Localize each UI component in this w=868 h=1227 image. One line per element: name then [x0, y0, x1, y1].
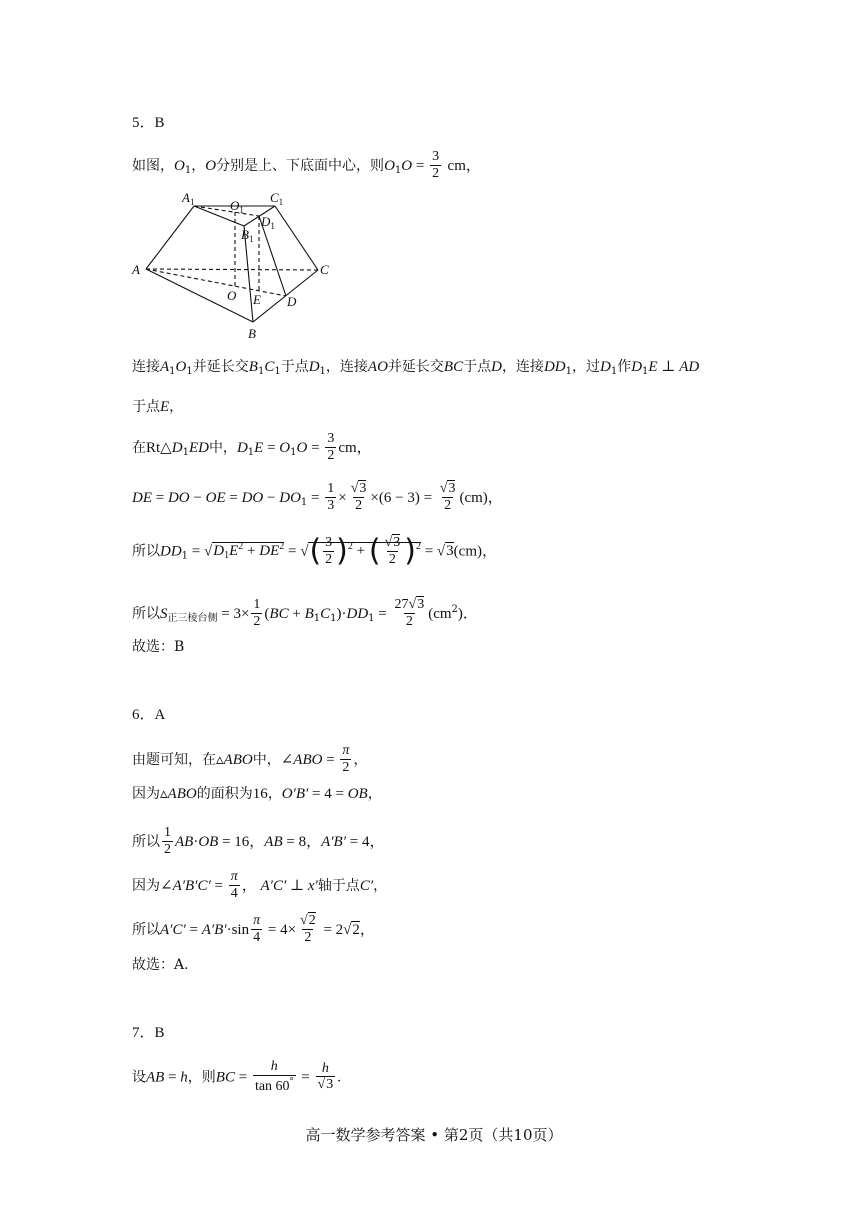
problem-6-line-3: 所以 $\frac{1}{2}$ AB·OB = 16，AB = 8，A′B′ = 4， [132, 825, 385, 857]
problem-5-dd1: 所以$DD_1 = √D_1E^2 + DE^2$ = √( $\frac{3}{2}$ )$^2$ + ( $\frac{√3}{2}$ )$^2$ = √3(cm)， [132, 533, 497, 569]
label-b1: $B_1$ [241, 227, 254, 244]
problem-7-line-1: 设AB = h，则BC = $\frac{h}{\tan 60^\circ}$ = $\frac{h}{√3}$ . [132, 1059, 341, 1094]
label-c: C [320, 262, 329, 277]
label-a: A [132, 262, 140, 277]
label-a1: $A_1$ [182, 190, 195, 207]
hidden-a-d [146, 269, 286, 296]
problem-5-header: 5．B [132, 115, 165, 131]
problem-5-conclusion: 故选：B [132, 639, 185, 655]
problem-5-foot: 于点E， [132, 399, 184, 415]
problem-6-line-4: 因为∠A′B′C′ = $\frac{\pi}{4}$ ， A′C′ ⊥ x′轴于点C′， [132, 869, 388, 901]
problem-5-area: 所以$S_{正三棱台侧} = 3\times$ $\frac{1}{2}$ $(BC + B_1C_1)\cdot DD_1$ = $\frac{27√3}{2}$ $(cm^2)$． [132, 597, 478, 629]
problem-5-connect: 连接$A_1O_1$并延长交$B_1C_1$于点$D_1$，连接AO并延长交BC于点D，连接$DD_1$，过$D_1$作$D_1E$ ⊥ AD [132, 359, 700, 377]
label-d: D [287, 294, 297, 309]
label-c1: $C_1$ [270, 190, 284, 207]
problem-6-line-2: 因为▵ABO的面积为16，O′B′ = 4 = OB， [132, 786, 382, 802]
hidden-a-c [146, 269, 318, 270]
problem-6-line-5: 所以A′C′ = A′B′·sin $\frac{\pi}{4}$ = 4× $\frac{√2}{2}$ = 2√2， [132, 913, 375, 945]
page-footer: 高一数学参考答案 • 第2页（共10页） [305, 1126, 563, 1144]
problem-5-de: DE = DO − OE = DO − $DO_1$ = $\frac{1}{3}$ × $\frac{√3}{2}$ ×(6 − 3) = $\frac{√3}{2}$ (cm)， [132, 481, 503, 513]
label-o1: $O_1$ [230, 198, 244, 215]
problem-6-conclusion: 故选：A. [132, 957, 189, 973]
hidden-a1-d1 [194, 206, 259, 216]
label-b: B [248, 326, 256, 341]
label-d1: $D_1$ [261, 214, 275, 231]
edge-a-b [146, 269, 253, 322]
problem-6-header: 6．A [132, 707, 166, 723]
problem-7-header: 7．B [132, 1025, 165, 1041]
problem-6-line-1: 由题可知，在▵ABO中，∠ABO = $\frac{\pi}{2}$ ， [132, 743, 368, 775]
problem-5-rt: 在$Rt\triangle D_1ED$中，$D_1E = O_1O$ = $\frac{3}{2}$ cm， [132, 431, 372, 463]
label-e: E [253, 292, 261, 307]
frustum-figure [128, 186, 338, 346]
edge-c-c1 [275, 206, 318, 270]
edge-a1-a [146, 206, 194, 269]
problem-5-intro: 如图，$O_1$，O分别是上、下底面中心，则$O_1O$ = $\frac{3}{2}$ cm， [132, 149, 481, 181]
label-o: O [227, 288, 237, 303]
